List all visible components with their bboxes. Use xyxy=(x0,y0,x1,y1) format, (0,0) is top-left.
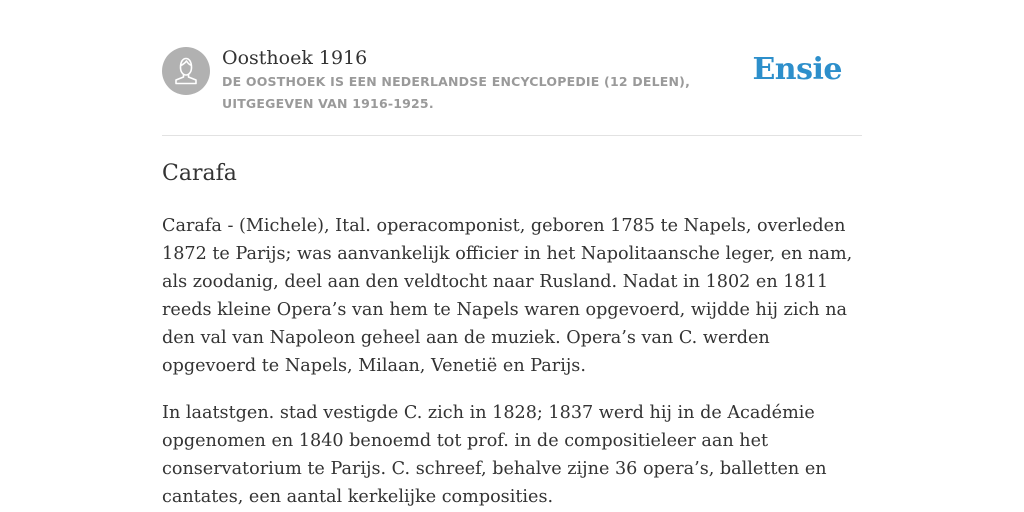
source-header xyxy=(162,46,862,116)
article-paragraph: In laatstgen. stad vestigde C. zich in 1828; 1837 werd hij in de Académie opgenomen en 1840 benoemd tot prof. in de compositieleer aan het conservatorium te Parijs. C. schreef, behalve zijne 36 opera’s, balletten en cantates, een aantal kerkelijke composities. xyxy=(162,403,827,507)
user-silhouette-icon xyxy=(162,47,210,95)
article-paragraph: Carafa - (Michele), Ital. operacomponist, geboren 1785 te Napels, overleden 1872 te Parijs; was aanvankelijk officier in het Napolitaansche leger, en nam, als zoodanig, deel aan den veldtocht naar Rusland. Nadat in 1802 en 1811 reeds kleine Opera’s van hem te Napels waren opgevoerd, wijdde hij zich na den val van Napoleon geheel aan de muziek. Opera’s van C. werden opgevoerd te Napels, Milaan, Venetië en Parijs. xyxy=(162,216,853,376)
article-body xyxy=(162,212,864,512)
header-divider xyxy=(162,135,862,136)
source-description: DE OOSTHOEK IS EEN NEDERLANDSE ENCYCLOPEDIE (12 DELEN), UITGEGEVEN VAN 1916-1925. xyxy=(222,74,691,111)
article-title: Carafa xyxy=(162,161,237,186)
source-name[interactable]: Oosthoek 1916 xyxy=(222,47,368,69)
ensie-logo[interactable]: Ensie xyxy=(752,52,842,87)
source-avatar[interactable] xyxy=(162,47,210,95)
